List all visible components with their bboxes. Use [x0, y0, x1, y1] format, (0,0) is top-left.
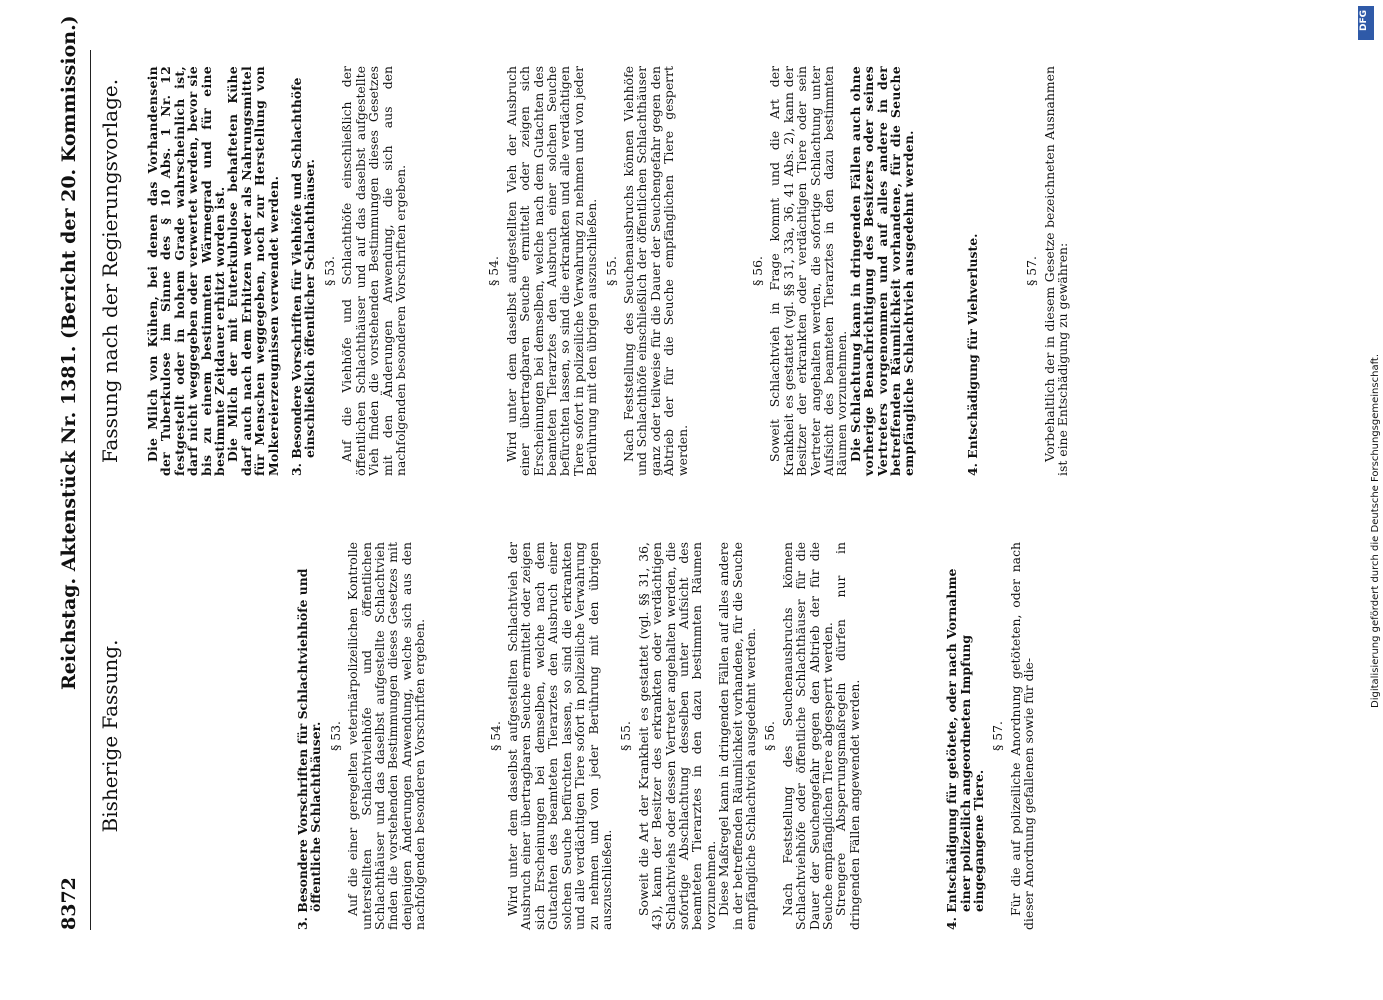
right-intro-milk-text-2: Die Milch der mit Euterkubulose behafteten Kühe darf auch nach dem Erhitzen weder als Nahrungsmittel für Menschen weggegeben, noch zur Herstellung von Molkereierzeugnissen verwendet werden.	[225, 66, 281, 476]
right-paragraph-53-symbol: § 53.	[321, 256, 337, 286]
dfg-logo-label: DFG	[1359, 9, 1369, 31]
left-paragraph-55-symbol: § 55.	[618, 721, 634, 751]
page-number: 8372	[58, 877, 80, 930]
right-paragraph-54-symbol: § 54.	[486, 256, 502, 286]
left-paragraph-53-text: Auf die einer geregelten veterinärpolizeilichen Kontrolle unterstellten Schlachtviehhöfe und öffentlichen Schlachthäuser und das daselbst aufgestellte Schlachtvieh finden die vorstehenden Bestimmungen dieses Gesetzes mit denjenigen Änderungen Anwendung, welche sich aus den nachfolgenden besonderen Vorschriften ergeben.	[345, 542, 428, 930]
left-column-title: Bisherige Fassung.	[98, 639, 122, 833]
left-section3-heading: 3. Besondere Vorschriften für Schlachtviehhöfe und öffentliche Schlachthäuser.	[295, 568, 324, 930]
dfg-logo	[1358, 6, 1374, 40]
right-paragraph-56-text: Soweit Schlachtvieh in Frage kommt und die Art der Krankheit es gestattet (vgl. §§ 31, 33a, 36, 41 Abs. 2), kann der Besitzer der erkrankten oder verdächtigen Tiere oder sein Vertreter angehalten werden, die sofortige Schlachtung unter Aufsicht des beamteten Tierarztes in den dazu bestimmten Räumen vorzunehmen.	[767, 66, 850, 476]
right-column-title: Fassung nach der Regierungsvorlage.	[98, 78, 122, 464]
right-paragraph-57-text: Vorbehaltlich der in diesem Gesetze bezeichneten Ausnahmen ist eine Entschädigung zu gewähren:	[1041, 66, 1071, 476]
left-paragraph-55-text: Soweit die Art der Krankheit es gestattet (vgl. §§ 31, 36, 43), kann der Besitzer des erkrankten oder verdächtigen Schlachtviehs oder dessen Vertreter angehalten werden, die sofortige Abschlachtung desselben unter Aufsicht des beamteten Tierarztes in den dazu bestimmten Räumen vorzunehmen.	[635, 542, 718, 930]
left-paragraph-54-symbol: § 54.	[487, 721, 503, 751]
digitization-credit	[1370, 48, 1383, 708]
right-paragraph-55-text: Nach Feststellung des Seuchenausbruchs können Viehhöfe und Schlachthöfe einschließlich der öffentlichen Schlachthäuser ganz oder teilweise für die Dauer der Seuchengefahr gegen den Abtrieb der für die Seuche empfänglichen Tiere gesperrt werden.	[620, 66, 690, 476]
right-paragraph-53-text: Auf die Viehhöfe und Schlachthöfe einschließlich der öffentlichen Schlachthäuser und auf das daselbst aufgestellte Vieh finden die vorstehenden Bestimmungen dieses Gesetzes mit den Änderungen Anwendung, die sich aus den nachfolgenden besonderen Vorschriften ergeben.	[339, 66, 408, 476]
right-paragraph-56-symbol: § 56.	[750, 256, 765, 286]
right-section3-heading: 3. Besondere Vorschriften für Viehhöfe und Schlachthöfe einschließlich öffentlicher Schlachthäuser.	[289, 77, 318, 476]
left-paragraph-53-symbol: § 53.	[327, 721, 343, 751]
header-rule	[90, 50, 91, 930]
right-section4-heading: 4. Entschädigung für Viehverluste.	[964, 233, 980, 476]
right-paragraph-56-text-2: Die Schlachtung kann in dringenden Fällen auch ohne vorherige Benachrichtigung des Besitzers oder seines Vertreters vorgenommen und auf alles andere in der betreffenden Räumlichkeit vorhandene, für die Seuche empfängliche Schlachtvieh ausgedehnt werden.	[847, 66, 917, 476]
page-header	[58, 15, 98, 930]
header-caption: Reichstag. Aktenstück Nr. 1381. (Bericht der 20. Kommission.)	[58, 15, 80, 690]
left-paragraph-55-text-2: Diese Maßregel kann in dringenden Fällen auf alles andere in der betreffenden Räumlichkeit vorhandene, für die Seuche empfängliche Schlachtvieh ausgedehnt werden.	[716, 542, 758, 930]
right-paragraph-54-text: Wird unter dem daselbst aufgestellten Vieh der Ausbruch einer übertragbaren Seuche ermittelt oder zeigen sich Erscheinungen bei demselben, welche nach dem Gutachten des beamteten Tierarztes den Ausbruch einer solchen Seuche befürchten lassen, so sind die erkrankten und alle verdächtigen Tiere sofort in polizeiliche Verwahrung zu nehmen und von jeder Berührung mit den übrigen auszuschließen.	[503, 66, 600, 476]
left-paragraph-56-symbol: § 56.	[762, 721, 778, 751]
right-column	[96, 66, 1070, 476]
left-paragraph-54-text: Wird unter dem daselbst aufgestellten Schlachtvieh der Ausbruch einer übertragbaren Seuche ermittelt oder zeigen sich Erscheinungen bei demselben, welche nach dem Gutachten des beamteten Tierarztes den Ausbruch einer solchen Seuche befürchten lassen, so sind die erkrankten und alle verdächtigen Tiere sofort in polizeiliche Verwahrung zu nehmen und von jeder Berührung mit den übrigen auszuschließen.	[505, 542, 614, 930]
left-paragraph-57-symbol: § 57.	[990, 721, 1006, 751]
right-paragraph-57-symbol: § 57.	[1024, 256, 1040, 286]
left-paragraph-57-text: Für die auf polizeiliche Anordnung getöteten, oder nach dieser Anordnung gefallenen sowie für die-	[1007, 542, 1037, 930]
left-section4-heading: 4. Entschädigung für getötete, oder nach Vornahme einer polizeilich angeordneten Impfung eingegangene Tiere.	[944, 568, 987, 930]
right-intro-milk-text: Die Milch von Kühen, bei denen das Vorhandensein der Tuberkulose im Sinne des § 10 Abs. 1 Nr. 12 festgestellt oder in hohem Grade wahrscheinlich ist, darf nicht weggegeben oder verwertet werden, bevor sie bis zu einem bestimmten Wärmegrad und für eine bestimmte Zeitdauer erhitzt worden ist.	[145, 66, 228, 476]
left-paragraph-56-text-2: Strengere Absperrungsmaßregeln dürfen nur in dringenden Fällen angewendet werden.	[833, 542, 862, 930]
left-column	[96, 542, 1036, 930]
left-paragraph-56-text: Nach Feststellung des Seuchenausbruchs können Schlachtviehhöfe oder öffentliche Schlachthäuser für die Dauer der Seuchengefahr gegen den Abtrieb der für die Seuche empfänglichen Tiere abgesperrt werden.	[779, 542, 835, 930]
digitization-credit-text: Digitalisierung gefördert durch die Deutsche Forschungsgemeinschaft.	[1370, 353, 1381, 708]
right-paragraph-55-symbol: § 55.	[603, 256, 619, 286]
